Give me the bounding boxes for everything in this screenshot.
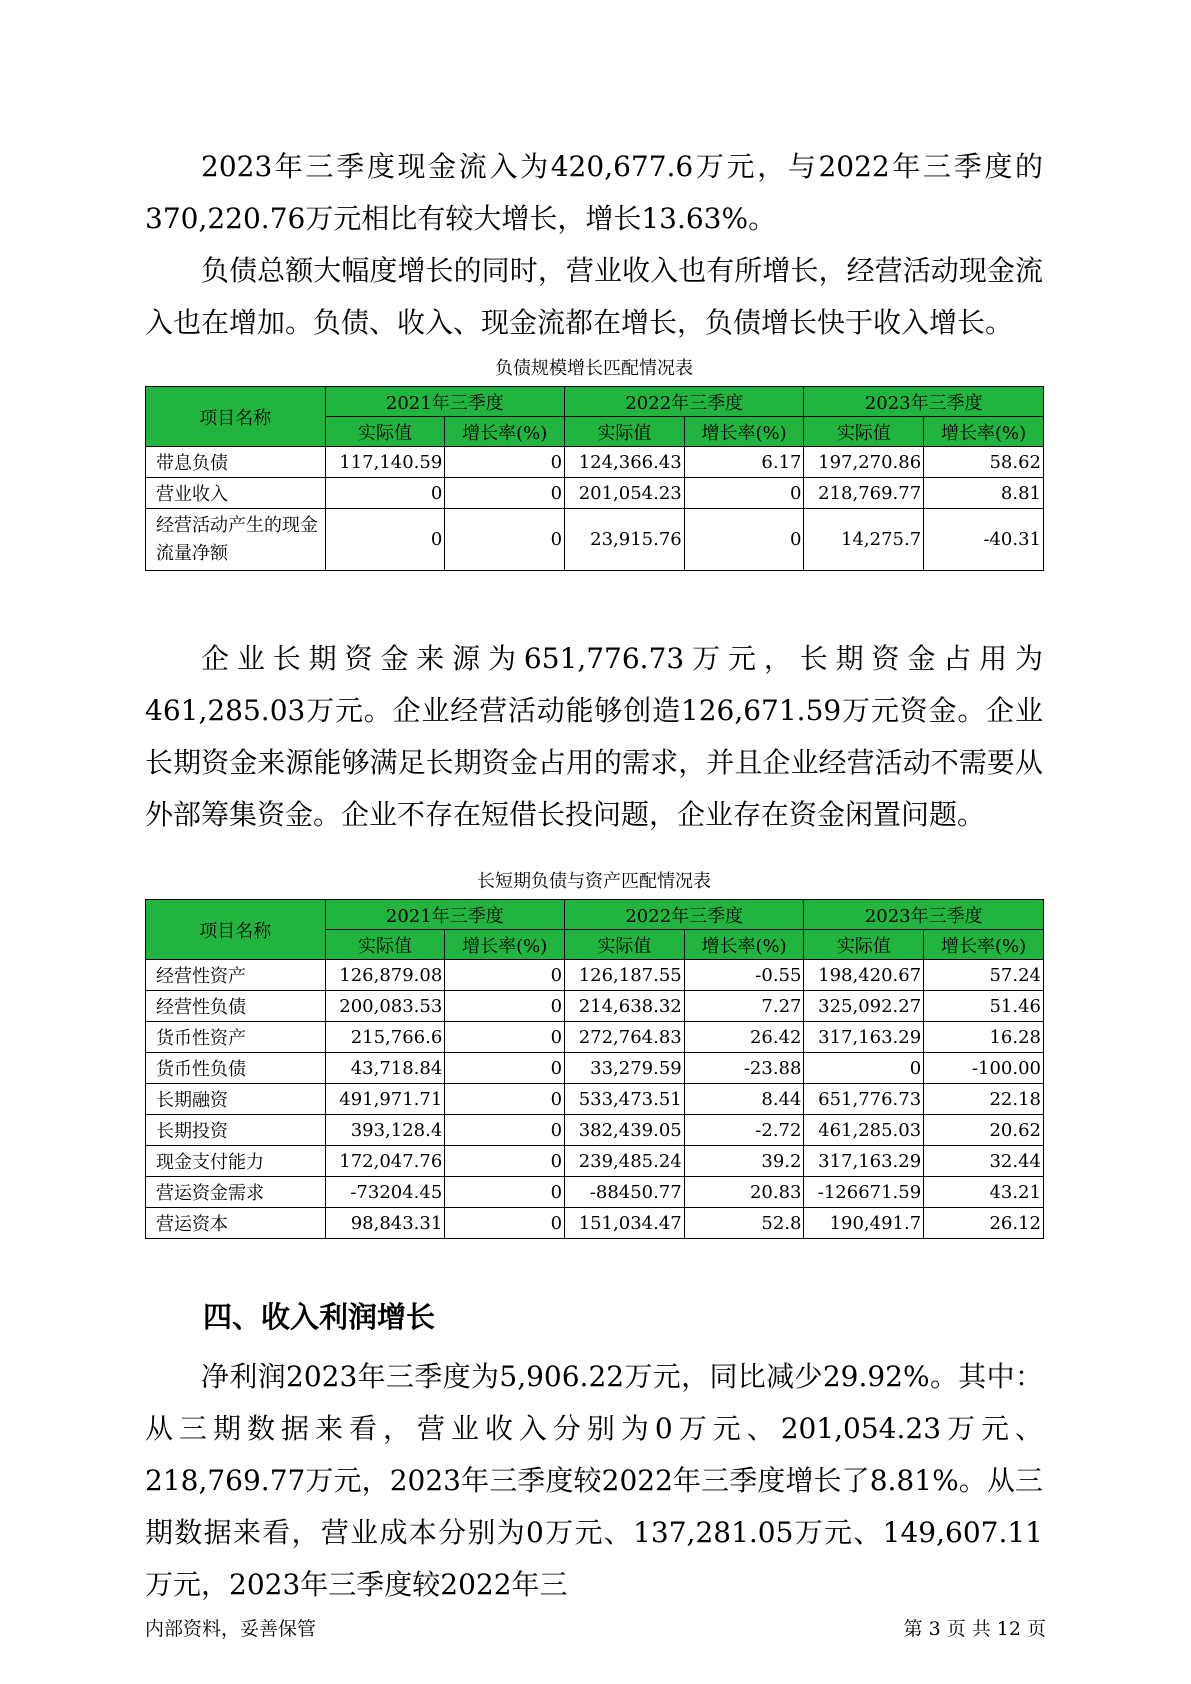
cell-rate: 7.27	[684, 991, 804, 1022]
cell-rate: 43.21	[924, 1177, 1044, 1208]
cell-rate: 51.46	[924, 991, 1044, 1022]
table1-subheader: 实际值	[804, 417, 924, 447]
cell-value: 33,279.59	[565, 1053, 685, 1084]
row-label: 营业收入	[146, 478, 326, 509]
table2-subheader: 增长率(%)	[445, 930, 565, 960]
cell-value: 201,054.23	[565, 478, 685, 509]
table1-subheader: 实际值	[325, 417, 445, 447]
cell-rate: 26.42	[684, 1022, 804, 1053]
cell-rate: 0	[445, 1146, 565, 1177]
cell-value: 14,275.7	[804, 509, 924, 571]
cell-rate: 0	[445, 1177, 565, 1208]
table-row	[146, 1022, 1044, 1053]
cell-value: -88450.77	[565, 1177, 685, 1208]
table2-period-header: 2022年三季度	[565, 900, 804, 930]
table1-period-header: 2023年三季度	[804, 387, 1044, 417]
cell-value: 393,128.4	[325, 1115, 445, 1146]
cell-rate: 0	[684, 509, 804, 571]
cell-rate: 0	[445, 991, 565, 1022]
cell-value: 98,843.31	[325, 1208, 445, 1239]
table-row	[146, 509, 1044, 571]
cell-rate: 39.2	[684, 1146, 804, 1177]
liability-asset-matching-table	[145, 899, 1044, 1239]
table-row	[146, 991, 1044, 1022]
footer-page-number: 第 3 页 共 12 页	[903, 1618, 1046, 1640]
table-row	[146, 960, 1044, 991]
row-label: 现金支付能力	[146, 1146, 326, 1177]
cell-rate: 0	[445, 1115, 565, 1146]
table-row	[146, 1208, 1044, 1239]
row-label: 经营性负债	[146, 991, 326, 1022]
cell-value: 198,420.67	[804, 960, 924, 991]
table-row	[146, 447, 1044, 478]
cell-value: 151,034.47	[565, 1208, 685, 1239]
table2-subheader: 增长率(%)	[684, 930, 804, 960]
cell-value: 651,776.73	[804, 1084, 924, 1115]
cell-rate: 20.62	[924, 1115, 1044, 1146]
cell-value: 0	[325, 478, 445, 509]
paragraph-long-term-funding: 企业长期资金来源为651,776.73万元，长期资金占用为461,285.03万元。企业经营活动能够创造126,671.59万元资金。企业长期资金来源能够满足长期资金占用的需求，并且企业经营活动不需要从外部筹集资金。企业不存在短借长投问题，企业存在资金闲置问题。	[145, 642, 1043, 831]
cell-rate: 0	[445, 509, 565, 571]
table-row	[146, 1146, 1044, 1177]
cell-value: 461,285.03	[804, 1115, 924, 1146]
cell-rate: 0	[445, 1084, 565, 1115]
table2-subheader: 实际值	[565, 930, 685, 960]
cell-rate: -100.00	[924, 1053, 1044, 1084]
cell-rate: 0	[445, 447, 565, 478]
table-row	[146, 1115, 1044, 1146]
cell-rate: 6.17	[684, 447, 804, 478]
cell-value: 491,971.71	[325, 1084, 445, 1115]
table-row	[146, 1177, 1044, 1208]
cell-rate: 0	[445, 1022, 565, 1053]
table1-subheader: 增长率(%)	[684, 417, 804, 447]
row-label: 营运资金需求	[146, 1177, 326, 1208]
cell-value: 0	[804, 1053, 924, 1084]
row-label: 长期融资	[146, 1084, 326, 1115]
footer-confidential-note: 内部资料，妥善保管	[145, 1618, 317, 1640]
cell-rate: 0	[445, 478, 565, 509]
table1-col-name: 项目名称	[146, 387, 326, 447]
cell-value: 214,638.32	[565, 991, 685, 1022]
table1-header-row	[146, 387, 1044, 417]
table2-header-row	[146, 900, 1044, 930]
table1-subheader: 增长率(%)	[445, 417, 565, 447]
table2-subheader: 实际值	[804, 930, 924, 960]
cell-value: 382,439.05	[565, 1115, 685, 1146]
cell-rate: 0	[445, 1053, 565, 1084]
cell-value: 218,769.77	[804, 478, 924, 509]
cell-rate: -0.55	[684, 960, 804, 991]
cell-value: 23,915.76	[565, 509, 685, 571]
row-label: 长期投资	[146, 1115, 326, 1146]
cell-rate: 32.44	[924, 1146, 1044, 1177]
row-label: 货币性负债	[146, 1053, 326, 1084]
paragraph-income-profit: 净利润2023年三季度为5,906.22万元，同比减少29.92%。其中：从三期数据来看，营业收入分别为0万元、201,054.23万元、218,769.77万元，2023年三季度较2022年三季度增长了8.81%。从三期数据来看，营业成本分别为0万元、137,281.05万元、149,607.11万元，2023年三季度较2022年三	[145, 1360, 1043, 1601]
row-label: 营运资本	[146, 1208, 326, 1239]
cell-value: -73204.45	[325, 1177, 445, 1208]
paragraph-cash-inflow: 2023年三季度现金流入为420,677.6万元，与2022年三季度的370,220.76万元相比有较大增长，增长13.63%。	[145, 150, 1043, 235]
table-row	[146, 478, 1044, 509]
cell-value: 0	[325, 509, 445, 571]
cell-value: 126,187.55	[565, 960, 685, 991]
cell-value: 239,485.24	[565, 1146, 685, 1177]
debt-growth-table	[145, 386, 1044, 571]
table2-caption: 长短期负债与资产匹配情况表	[477, 871, 711, 892]
cell-rate: 0	[445, 960, 565, 991]
cell-rate: 58.62	[924, 447, 1044, 478]
table2-period-header: 2021年三季度	[325, 900, 564, 930]
cell-value: 172,047.76	[325, 1146, 445, 1177]
table1-period-header: 2022年三季度	[565, 387, 804, 417]
cell-value: 117,140.59	[325, 447, 445, 478]
cell-value: 533,473.51	[565, 1084, 685, 1115]
cell-value: 200,083.53	[325, 991, 445, 1022]
table2-subheader: 实际值	[325, 930, 445, 960]
cell-value: 325,092.27	[804, 991, 924, 1022]
table2-col-name: 项目名称	[146, 900, 326, 960]
cell-rate: -23.88	[684, 1053, 804, 1084]
cell-value: 197,270.86	[804, 447, 924, 478]
table2-subheader: 增长率(%)	[924, 930, 1044, 960]
cell-rate: 57.24	[924, 960, 1044, 991]
cell-rate: 0	[684, 478, 804, 509]
cell-rate: -2.72	[684, 1115, 804, 1146]
table1-period-header: 2021年三季度	[325, 387, 564, 417]
paragraph-debt-growth: 负债总额大幅度增长的同时，营业收入也有所增长，经营活动现金流入也在增加。负债、收入、现金流都在增长，负债增长快于收入增长。	[145, 254, 1043, 339]
cell-value: 124,366.43	[565, 447, 685, 478]
table-row	[146, 1053, 1044, 1084]
cell-rate: 8.81	[924, 478, 1044, 509]
cell-rate: 16.28	[924, 1022, 1044, 1053]
section-heading: 四、收入利润增长	[203, 1300, 436, 1334]
cell-rate: 22.18	[924, 1084, 1044, 1115]
cell-value: 215,766.6	[325, 1022, 445, 1053]
cell-value: 317,163.29	[804, 1146, 924, 1177]
cell-rate: 20.83	[684, 1177, 804, 1208]
cell-value: -126671.59	[804, 1177, 924, 1208]
cell-value: 272,764.83	[565, 1022, 685, 1053]
cell-rate: -40.31	[924, 509, 1044, 571]
cell-value: 126,879.08	[325, 960, 445, 991]
table1-subheader: 增长率(%)	[924, 417, 1044, 447]
row-label: 货币性资产	[146, 1022, 326, 1053]
table2-period-header: 2023年三季度	[804, 900, 1044, 930]
table-row	[146, 1084, 1044, 1115]
cell-rate: 26.12	[924, 1208, 1044, 1239]
cell-rate: 8.44	[684, 1084, 804, 1115]
row-label: 经营性资产	[146, 960, 326, 991]
table1-subheader: 实际值	[565, 417, 685, 447]
cell-value: 317,163.29	[804, 1022, 924, 1053]
row-label: 经营活动产生的现金流量净额	[146, 509, 326, 571]
row-label: 带息负债	[146, 447, 326, 478]
cell-rate: 0	[445, 1208, 565, 1239]
table1-caption: 负债规模增长匹配情况表	[495, 358, 693, 379]
cell-rate: 52.8	[684, 1208, 804, 1239]
cell-value: 190,491.7	[804, 1208, 924, 1239]
cell-value: 43,718.84	[325, 1053, 445, 1084]
